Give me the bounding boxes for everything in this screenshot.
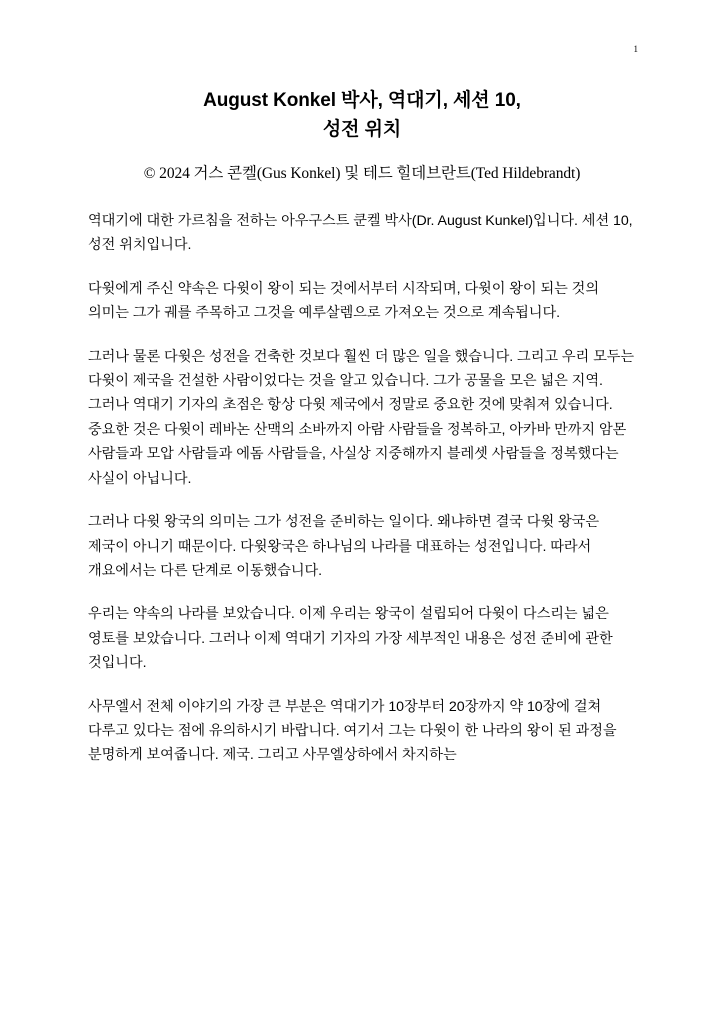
page-title-line-1: August Konkel 박사, 역대기, 세션 10, bbox=[203, 90, 521, 111]
page-number: 1 bbox=[633, 44, 638, 54]
paragraph: 우리는 약속의 나라를 보았습니다. 이제 우리는 왕국이 설립되어 다윗이 다스리는 넓은 영토를 보았습니다. 그러나 이제 역대기 기자의 가장 세부적인 내용은 성전 준비에 관한 것입니다. bbox=[88, 606, 613, 672]
body-text bbox=[88, 209, 636, 768]
paragraph: 다윗에게 주신 약속은 다윗이 왕이 되는 것에서부터 시작되며, 다윗이 왕이 되는 것의 의미는 그가 궤를 주목하고 그것을 예루살렘으로 가져오는 것으로 계속됩니다. bbox=[88, 280, 599, 322]
paragraph: 역대기에 대한 가르침을 전하는 아우구스트 쿤켈 박사(Dr. August Kunkel)입니다. 세션 10, 성전 위치입니다. bbox=[88, 212, 633, 254]
page-title bbox=[88, 86, 636, 145]
page-title-line-2: 성전 위치 bbox=[322, 119, 402, 141]
paragraph: 그러나 물론 다윗은 성전을 건축한 것보다 훨씬 더 많은 일을 했습니다. 그리고 우리 모두는 다윗이 제국을 건설한 사람이었다는 것을 알고 있습니다. 그가 공물을 모은 넓은 지역. 그러나 역대기 기자의 초점은 항상 다윗 제국에서 정말로 중요한 것에 맞춰져 있습니다. 중요한 것은 다윗이 레바논 산맥의 소바까지 아람 사람들을 정복하고, 아카바 만까지 암몬 사람들과 모압 사람들과 에돔 사람들을, 사실상 지중해까지 블레셋 사람들을 정복했다는 사실이 아닙니다. bbox=[88, 348, 635, 487]
paragraph: 사무엘서 전체 이야기의 가장 큰 부분은 역대기가 10장부터 20장까지 약 10장에 걸쳐 다루고 있다는 점에 유의하시기 바랍니다. 여기서 그는 다윗이 한 나라의 왕이 된 과정을 분명하게 보여줍니다. 제국. 그리고 사무엘상하에서 차지하는 bbox=[88, 698, 617, 764]
copyright-notice: © 2024 거스 콘켈(Gus Konkel) 및 테드 힐데브란트(Ted Hildebrandt) bbox=[143, 164, 581, 182]
paragraph: 그러나 다윗 왕국의 의미는 그가 성전을 준비하는 일이다. 왜냐하면 결국 다윗 왕국은 제국이 아니기 때문이다. 다윗왕국은 하나님의 나라를 대표하는 성전입니다. 따라서 개요에서는 다른 단계로 이동했습니다. bbox=[88, 514, 599, 579]
